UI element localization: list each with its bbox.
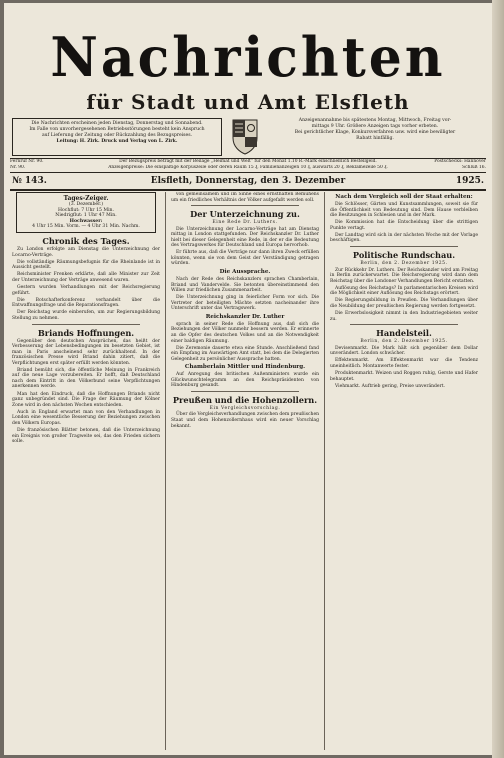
dateline-small: Berlin, den 2. Dezember 1925. <box>360 339 448 345</box>
divider <box>350 246 458 247</box>
subscription-price: Der Bezugspreis beträgt mit der Beilage „Heimat und Welt“ für den Monat 1.10 R.-Mark einschließlich Bestellgeld. <box>119 159 377 164</box>
paragraph: Produktenmarkt. Weizen und Roggen ruhig, Gerste und Hafer behauptet. <box>330 371 478 382</box>
info-line: Leitung: H. Zirk. Druck und Verlag von L. Zirk. <box>56 138 178 144</box>
paragraph: Man hat den Eindruck, daß die Hoffnungen Briands nicht ganz unbegründet sind. Die Frage der Räumung der Kölner Zone wird in den nächsten Wochen entschieden. <box>12 391 160 408</box>
phone-number: Fernruf Nr. 90. <box>10 159 44 164</box>
paragraph: sprach in seiner Rede die Hoffnung aus, daß sich die Beziehungen der Völker nunmehr bessern werden. Er erinnerte an die Opfer des deutschen Volkes und an die Notwendigkeit einer baldigen Räumung. <box>171 321 319 344</box>
section-heading: Politische Rundschau. <box>352 250 456 261</box>
divider <box>10 172 486 173</box>
dateline <box>12 175 484 187</box>
paragraph: Der Landtag wird sich in der nächsten Woche mit der Vorlage beschäftigen. <box>330 232 478 244</box>
issue-number: № 143. <box>12 176 47 186</box>
subsection-heading: Die Aussprache. <box>219 269 271 276</box>
info-line: Die Nachrichten erscheinen jeden Dienstag, Donnerstag und Sonnabend. <box>31 121 203 126</box>
subsection-heading: Chamberlain Mittler und Hindenburg. <box>184 364 306 371</box>
article-heading: Der Unterzeichnung zu. <box>190 209 300 220</box>
issue-date: Elsfleth, Donnerstag, den 3. Dezember <box>150 176 346 186</box>
paragraph: Die französischen Blätter betonen, daß die Unterzeichnung ein Ereignis von großer Tragweite sei, das den Frieden sichern solle. <box>12 428 160 445</box>
paragraph: Nach der Rede des Reichskanzlers sprachen Chamberlain, Briand und Vandervelde. Sie betonten übereinstimmend den Willen zur friedlichen Zusammenarbeit. <box>171 277 319 294</box>
divider <box>191 391 299 392</box>
paragraph: von gemeinsamem und im Sinne eines ernsthaften Bemühens um ein friedliches Verhältnis der Völker aufgefaßt werden soll. <box>171 192 319 203</box>
paragraph: Reichsminister Frenken erklärte, daß alle Minister zur Zeit der Unterzeichnung der Verträge anwesend waren. <box>12 272 160 283</box>
paragraph: Die Botschafterkonferenz verhandelt über die Entwaffnungsfrage und die Reparationsfragen. <box>12 297 160 309</box>
paragraph: Zur Rückkehr Dr. Luthers. Der Reichskanzler wird am Freitag in Berlin zurückerwartet. Die Reichsregierung wird dann dem Reichstag über die Londoner Verhandlungen Bericht erstatten. <box>330 267 478 284</box>
advert-price-strip <box>10 165 486 171</box>
article-heading: Preußen und die Hohenzollern. <box>172 394 318 405</box>
paragraph: Die vollständige Räumungsbefugnis für die Rheinlande ist in Aussicht gestellt. <box>12 259 160 271</box>
info-line: Anzeigenannahme bis spätestens Montag, Mittwoch, Freitag vor- <box>298 118 452 123</box>
paragraph: Die Unterzeichnung der Locarno-Verträge hat am Dienstag mittag in London stattgefunden. Der Reichskanzler Dr. Luther hielt bei dieser Gelegenheit eine Rede, in der er die Bedeutung des Vertragswerkes für Deutschland und Europa hervorhob. <box>171 226 319 249</box>
info-line: mittags 9 Uhr. Größere Anzeigen tags vorher erbeten. <box>311 123 439 129</box>
info-line: Rabatt hinfällig. <box>356 135 394 141</box>
coat-of-arms-icon <box>230 116 260 156</box>
divider <box>350 324 458 325</box>
paragraph: Gestern wurden Verhandlungen mit der Reichsregierung geführt. <box>12 285 160 296</box>
paragraph: Die Kommission hat die Entscheidung über die strittigen Punkte vertagt. <box>330 220 478 231</box>
info-line: Bei gerichtlicher Klage, Konkursverfahren usw. wird eine bewilligter <box>294 129 456 135</box>
divider <box>10 189 486 191</box>
publication-info-box <box>12 118 222 156</box>
paragraph: Der Reichstag wurde einberufen, um zur Regierungsbildung Stellung zu nehmen. <box>12 310 160 321</box>
advert-info <box>266 118 484 156</box>
column-2 <box>171 192 319 752</box>
masthead-title: Nachrichten <box>50 25 446 90</box>
column-separator <box>165 192 166 750</box>
paragraph: Devisenmarkt. Die Mark hält sich gegenüber dem Dollar unverändert. London schwächer. <box>330 345 478 357</box>
subsection-heading: Reichskanzler Dr. Luther <box>205 313 285 320</box>
article-subheading: Ein Vergleichsvorschlag. <box>209 405 281 411</box>
issue-year: 1925. <box>455 176 484 186</box>
dateline-small: Berlin, den 2. Dezember 1925. <box>360 261 448 267</box>
paragraph: Die Unterzeichnung ging in feierlicher Form vor sich. Die Vertreter der beteiligten Mächte setzten nacheinander ihre Unterschrift unter das Vertragswerk. <box>171 295 319 312</box>
phone-number-2: Nr. 90. <box>10 165 26 170</box>
tide-line: Hochflut: 7 Uhr 15 Min. <box>58 207 114 213</box>
info-line: Im Falle von unvorhergesehenen Betriebsstörungen besteht kein Anspruch <box>29 126 205 132</box>
paragraph: Die Zeremonie dauerte etwa eine Stunde. Anschließend fand ein Empfang im Auswärtigen Amt statt, bei dem die Delegierten Gelegenheit zu persönlicher Aussprache hatten. <box>171 345 319 362</box>
divider <box>32 324 140 325</box>
column-1 <box>12 192 160 752</box>
paragraph: Die Schlösser, Gärten und Kunstsammlungen, soweit sie für die Öffentlichkeit von Bedeutung sind. Dem Hause verbleiben die Besitzungen in Schlesien und in der Mark. <box>330 202 478 219</box>
article-heading: Briands Hoffnungen. <box>37 327 135 338</box>
column-separator <box>324 192 325 750</box>
column-3 <box>330 192 478 752</box>
tide-box-title: Tages-Zeiger. <box>63 195 109 202</box>
tide-line: Hochwasser: <box>69 218 103 224</box>
page-edge <box>492 0 504 758</box>
paragraph: Auflösung des Reichstags? In parlamentarischen Kreisen wird die Möglichkeit einer Auflösung des Reichstags erörtert. <box>330 285 478 297</box>
paragraph: Zu London erfolgte am Dienstag die Unterzeichnung der Locarno-Verträge. <box>12 246 160 258</box>
section-heading: Chronik des Tages. <box>42 235 130 246</box>
tide-line: 4 Uhr 15 Min. Vorm. — 4 Uhr 31 Min. Nachm. <box>32 224 140 230</box>
paragraph: Auch in England erwartet man von den Verhandlungen in London eine wesentliche Besserung der Beziehungen zwischen den Völkern Europas. <box>12 409 160 426</box>
paragraph: Viehmarkt. Auftrieb gering, Preise unverändert. <box>335 383 445 389</box>
divider <box>191 205 299 206</box>
paragraph: Effektenmarkt. Am Effektenmarkt war die Tendenz uneinheitlich. Montanwerte fester. <box>330 358 478 369</box>
advert-prices: Anzeigenpreise: Die einspaltige Korpuszeile oder deren Raum 15 ₰, Familienanzeigen 10 ₰, auswärts 20 ₰, Reklamezeile 50 ₰. <box>108 165 388 170</box>
paragraph: Die Erwerbslosigkeit nimmt in den Industriegebieten weiter zu. <box>330 311 478 322</box>
postcheck-info: Postschecks: Hannover <box>434 159 486 164</box>
paragraph: Er führte aus, daß die Verträge nur dann ihren Zweck erfüllen könnten, wenn sie von dem Geist der Verständigung getragen würden. <box>171 250 319 267</box>
article-subheading: Eine Rede Dr. Luthers. <box>212 220 278 226</box>
tide-box <box>16 192 156 233</box>
closing-time: Schluß 16. <box>462 165 486 170</box>
tide-date: (3. Dezember.) <box>68 202 104 207</box>
paragraph: Über die Vergleichsverhandlungen zwischen dem preußischen Staat und dem Hohenzollernhaus wird ein neuer Vorschlag bekannt. <box>171 412 319 429</box>
masthead-subtitle: für Stadt und Amt Elsfleth <box>86 90 410 114</box>
paragraph: Die Regierungsbildung in Preußen. Die Verhandlungen über die Neubildung der preußischen Regierung werden fortgesetzt. <box>330 298 478 309</box>
newspaper-page <box>4 3 492 755</box>
paragraph: Gegenüber den deutschen Ansprüchen, das heißt der Verbesserung der Lebensbedingungen im besetzten Gebiet, ist man in Paris anscheinend sehr zurückhaltend. In der französischen Presse wird Briand dahin zitiert, daß die Verpflichtungen erst später erfüllt werden könnten. <box>12 338 160 366</box>
tide-line: Niedrigflut: 1 Uhr 47 Min. <box>55 213 117 219</box>
section-heading: Handelsteil. <box>376 328 432 339</box>
paragraph: Auf Anregung des britischen Außenministers wurde ein Glückwunschtelegramm an den Reichspräsidenten von Hindenburg gesandt. <box>171 372 319 389</box>
info-line: auf Lieferung der Zeitung oder Rückzahlung des Bezugspreises. <box>41 132 193 138</box>
subsection-heading: Nach dem Vergleich soll der Staat erhalten: <box>335 194 473 200</box>
paragraph: Briand bemüht sich, die öffentliche Meinung in Frankreich auf die neue Lage vorzubereiten. Er hofft, daß Deutschland nach dem Eintritt in den Völkerbund seine Verpflichtungen anerkennen werde. <box>12 367 160 390</box>
